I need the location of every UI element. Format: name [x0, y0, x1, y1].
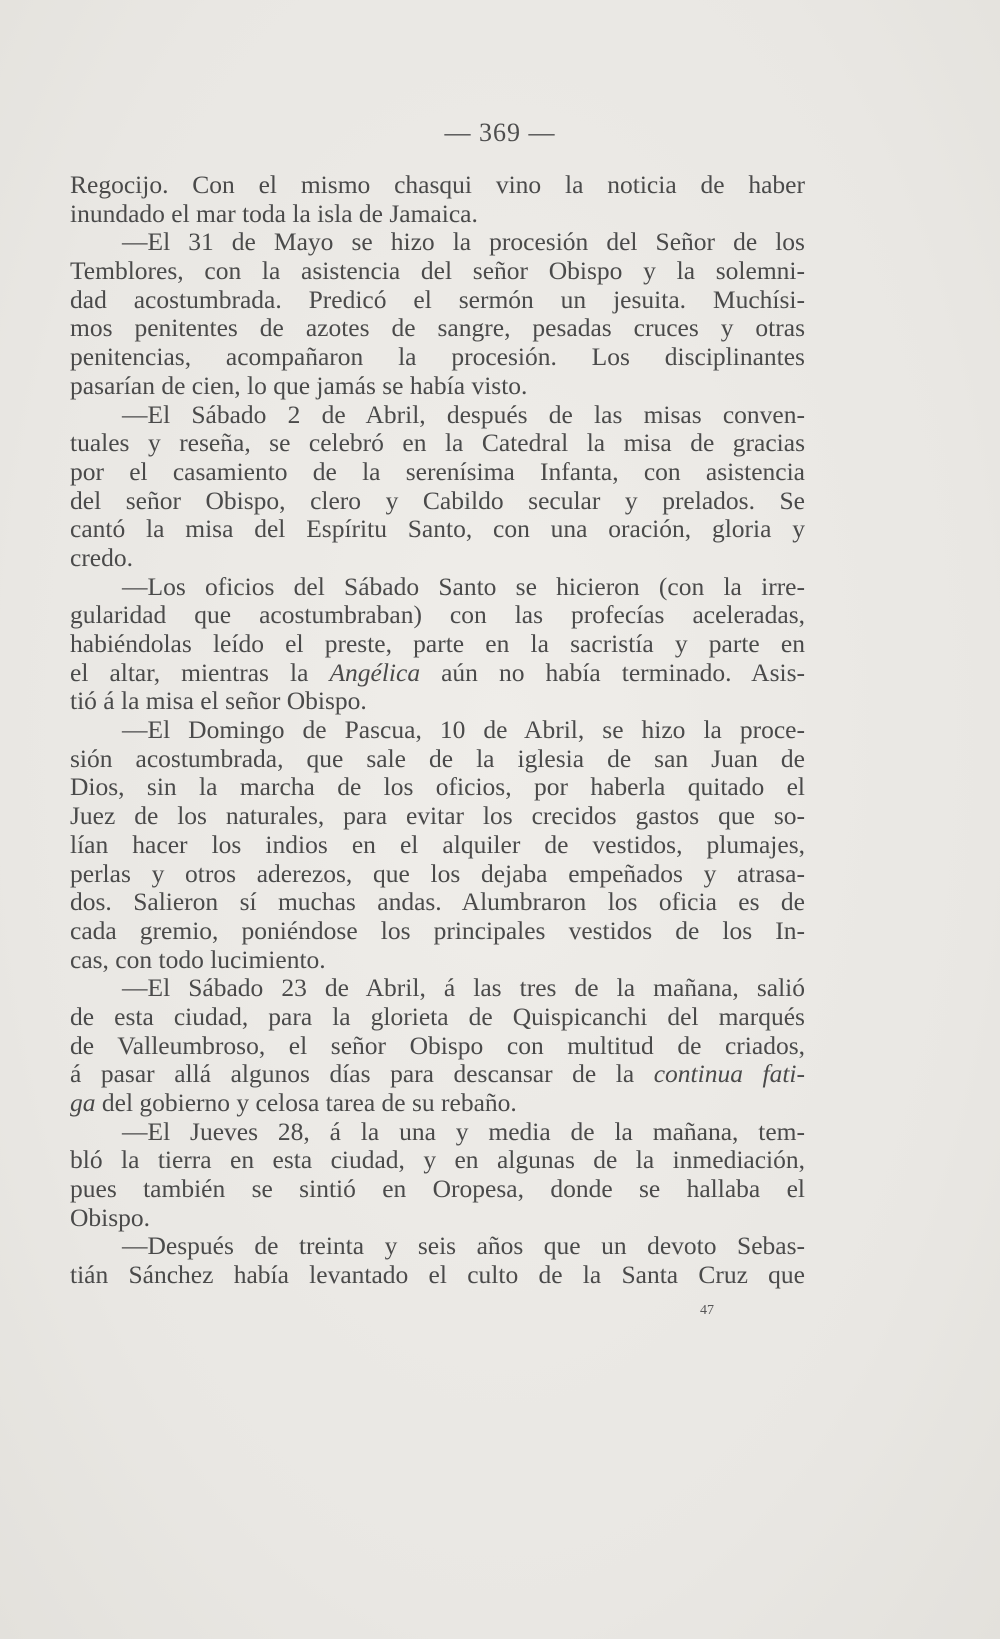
text-line-content: —El 31 de Mayo se hizo la procesión del Señor de los [122, 227, 805, 257]
text-line-segment: aún no había terminado. Asis- [420, 657, 806, 687]
text-line [70, 745, 805, 774]
text-line-segment: el altar, mientras la [70, 657, 330, 687]
text-line [70, 630, 805, 659]
text-line-segment: del gobierno y celosa tarea de su rebaño. [95, 1088, 517, 1117]
text-line [70, 974, 805, 1003]
text-line [70, 1261, 805, 1290]
text-line-content: —El Sábado 23 de Abril, á las tres de la mañana, salió [122, 973, 805, 1003]
text-line [70, 1175, 805, 1204]
text-line [70, 458, 805, 487]
text-line-content: —Después de treinta y seis años que un devoto Sebas- [122, 1231, 805, 1261]
text-line [70, 573, 805, 602]
text-line-content: tuales y reseña, se celebró en la Catedral la misa de gracias [70, 428, 805, 458]
text-line [70, 1003, 805, 1032]
text-line [70, 200, 805, 229]
italic-segment: continua fati- [653, 1059, 805, 1089]
text-line-content: Obispo. [70, 1202, 151, 1232]
text-line-content: de Valleumbroso, el señor Obispo con multitud de criados, [70, 1030, 805, 1060]
text-line-content: sión acostumbrada, que sale de la iglesia de san Juan de [70, 743, 805, 773]
text-line [70, 601, 805, 630]
text-line-content: por el casamiento de la serenísima Infanta, con asistencia [70, 456, 805, 486]
text-line-content: Regocijo. Con el mismo chasqui vino la noticia de haber [70, 170, 805, 199]
text-line [70, 429, 805, 458]
italic-segment: Angélica [329, 657, 421, 687]
text-line-content: del señor Obispo, clero y Cabildo secular y prelados. Se [70, 485, 805, 515]
text-line [70, 1032, 805, 1061]
text-line-content: perlas y otros aderezos, que los dejaba empeñados y atrasa- [70, 858, 805, 888]
text-line-content: —El Sábado 2 de Abril, después de las misas conven- [122, 399, 805, 429]
text-line [70, 860, 805, 889]
text-line-content: tió á la misa el señor Obispo. [70, 686, 367, 716]
text-line [70, 1060, 805, 1089]
text-line-content: de esta ciudad, para la glorieta de Quispicanchi del marqués [70, 1001, 805, 1031]
text-line-segment: á pasar allá algunos días para descansar de la [70, 1059, 654, 1089]
text-line-content: bló la tierra en esta ciudad, y en algunas de la inmediación, [70, 1145, 805, 1175]
text-line-content: —El Domingo de Pascua, 10 de Abril, se hizo la proce- [122, 715, 805, 745]
text-line-content: cada gremio, poniéndose los principales vestidos de los In- [70, 915, 805, 945]
text-line [70, 487, 805, 516]
text-line-content: Temblores, con la asistencia del señor Obispo y la solemni- [70, 256, 805, 286]
text-line-content: Juez de los naturales, para evitar los crecidos gastos que so- [70, 801, 805, 831]
text-line [70, 1089, 805, 1118]
text-line [70, 401, 805, 430]
text-line [70, 257, 805, 286]
text-line-content: credo. [70, 542, 134, 572]
text-line [70, 1146, 805, 1175]
text-line [70, 286, 805, 315]
text-line [70, 831, 805, 860]
text-line-content: mos penitentes de azotes de sangre, pesadas cruces y otras [70, 313, 805, 343]
text-line [70, 228, 805, 257]
text-line [70, 1118, 805, 1147]
text-line [70, 716, 805, 745]
text-line [70, 687, 805, 716]
text-line [70, 171, 805, 200]
body-text [70, 171, 805, 1290]
page-number: — 369 — [444, 118, 556, 147]
text-line-content: pues también se sintió en Oropesa, donde se hallaba el [70, 1174, 805, 1204]
text-line-content: gularidad que acostumbraban) con las profecías aceleradas, [70, 600, 805, 630]
text-line-content: tián Sánchez había levantado el culto de la Santa Cruz que [70, 1260, 805, 1290]
text-line [70, 515, 805, 544]
text-line-content: —Los oficios del Sábado Santo se hicieron (con la irre- [122, 571, 805, 601]
text-line-content: dad acostumbrada. Predicó el sermón un jesuita. Muchísi- [70, 284, 805, 314]
text-line [70, 1204, 805, 1233]
text-line-content: lían hacer los indios en el alquiler de vestidos, plumajes, [70, 829, 805, 859]
text-line [70, 1232, 805, 1261]
text-line [70, 802, 805, 831]
text-line-content: cas, con todo lucimiento. [70, 944, 326, 974]
text-line [70, 314, 805, 343]
text-line [70, 659, 805, 688]
text-line [70, 773, 805, 802]
printer-signature-mark: 47 [700, 1303, 714, 1318]
text-line [70, 544, 805, 573]
text-line-content: Dios, sin la marcha de los oficios, por haberla quitado el [70, 772, 805, 802]
text-line [70, 917, 805, 946]
text-line [70, 946, 805, 975]
italic-segment: ga [70, 1088, 96, 1117]
text-line-content: inundado el mar toda la isla de Jamaica. [70, 198, 478, 228]
text-line-content: —El Jueves 28, á la una y media de la mañana, tem- [122, 1116, 805, 1146]
text-line-content: pasarían de cien, lo que jamás se había visto. [70, 370, 528, 400]
text-line-content: cantó la misa del Espíritu Santo, con una oración, gloria y [70, 514, 805, 544]
text-line [70, 343, 805, 372]
text-line-content: habiéndolas leído el preste, parte en la sacristía y parte en [70, 629, 805, 658]
text-line-content: penitencias, acompañaron la procesión. Los disciplinantes [70, 342, 805, 372]
text-line [70, 372, 805, 401]
text-line-content: dos. Salieron sí muchas andas. Alumbraron los oficia es de [70, 887, 805, 917]
text-line [70, 888, 805, 917]
